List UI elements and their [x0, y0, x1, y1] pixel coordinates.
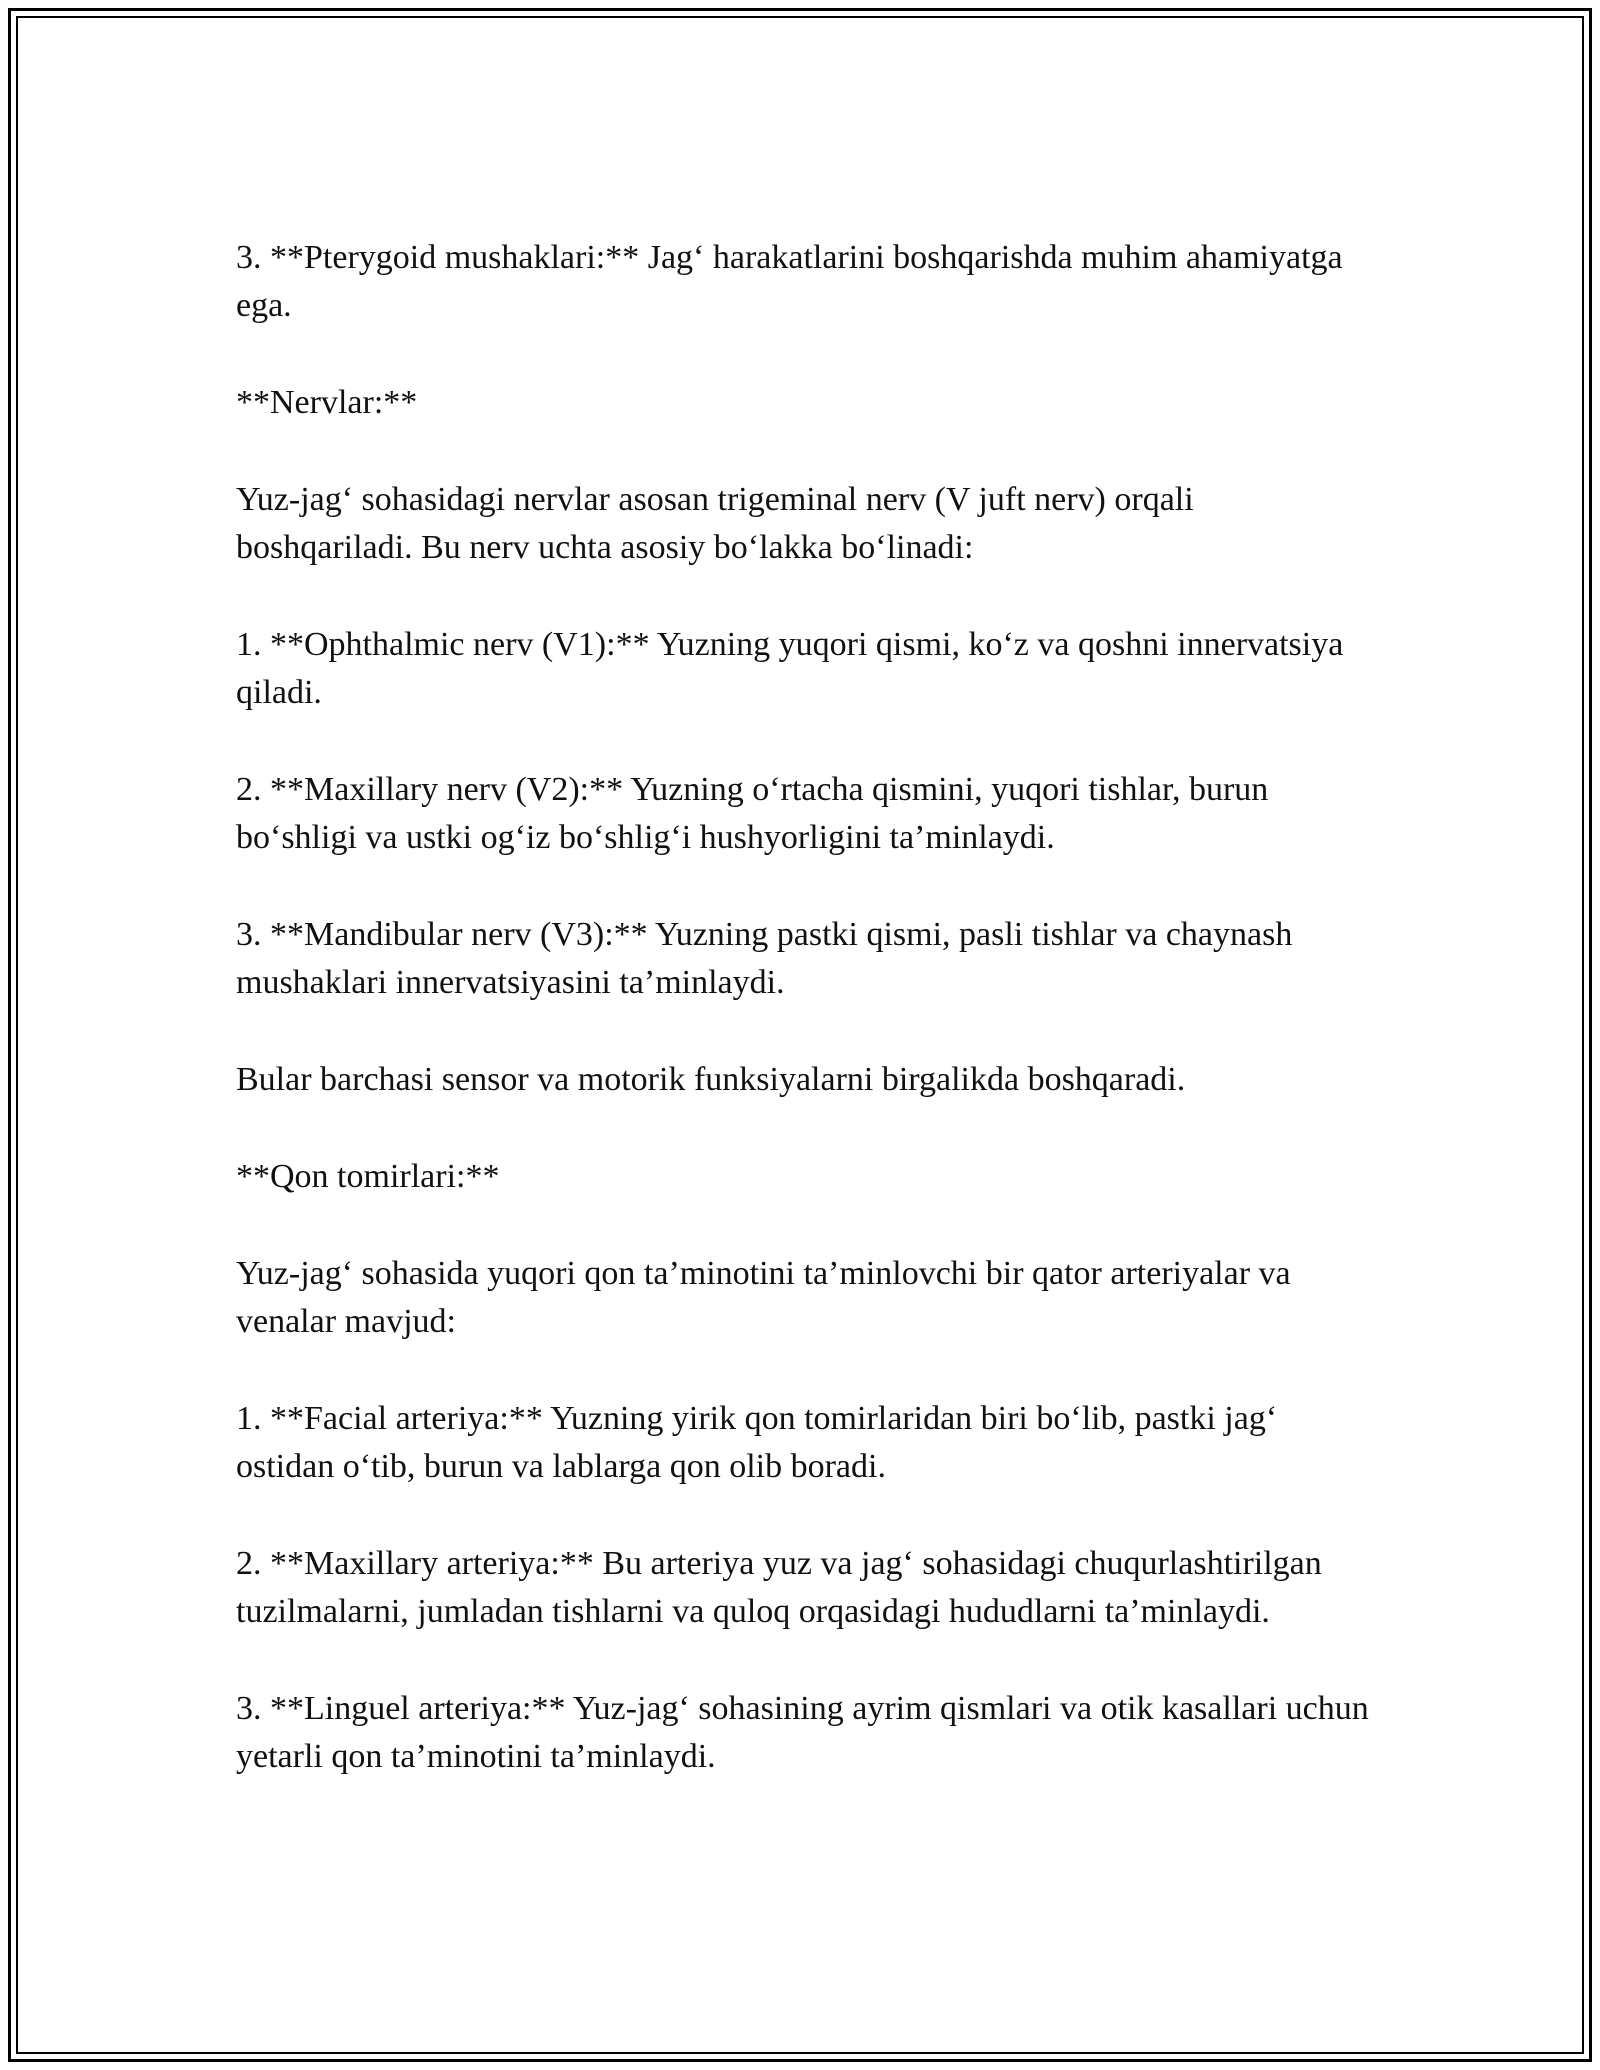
document-body — [236, 234, 1376, 1830]
paragraph-maxillary-artery: 2. **Maxillary arteriya:** Bu arteriya yuz va jag‘ sohasidagi chuqurlashtirilgan tuzilmalarni, jumladan tishlarni va quloq orqasidagi hududlarni ta’minlaydi. — [236, 1545, 1322, 1630]
heading-qon-tomirlari: **Qon tomirlari:** — [236, 1158, 500, 1195]
paragraph-nerves-intro: Yuz-jag‘ sohasidagi nervlar asosan trigeminal nerv (V juft nerv) orqali boshqariladi. Bu nerv uchta asosiy bo‘lakka bo‘linadi: — [236, 481, 1194, 566]
paragraph-pterygoid: 3. **Pterygoid mushaklari:** Jag‘ harakatlarini boshqarishda muhim ahamiyatga ega. — [236, 239, 1343, 324]
paragraph-lingual-artery: 3. **Linguel arteriya:** Yuz-jag‘ sohasining ayrim qismlari va otik kasallari uchun yetarli qon ta’minotini ta’minlaydi. — [236, 1690, 1369, 1775]
paragraph-facial-artery: 1. **Facial arteriya:** Yuzning yirik qon tomirlaridan biri bo‘lib, pastki jag‘ ostidan o‘tib, burun va lablarga qon olib boradi. — [236, 1400, 1278, 1485]
paragraph-ophthalmic: 1. **Ophthalmic nerv (V1):** Yuzning yuqori qismi, ko‘z va qoshni innervatsiya qiladi. — [236, 626, 1344, 711]
paragraph-mandibular: 3. **Mandibular nerv (V3):** Yuzning pastki qismi, pasli tishlar va chaynash mushaklari innervatsiyasini ta’minlaydi. — [236, 916, 1293, 1001]
heading-nervlar: **Nervlar:** — [236, 384, 418, 421]
paragraph-maxillary-nerve: 2. **Maxillary nerv (V2):** Yuzning o‘rtacha qismini, yuqori tishlar, burun bo‘shligi va ustki og‘iz bo‘shlig‘i hushyorligini ta’minlaydi. — [236, 771, 1269, 856]
paragraph-summary: Bular barchasi sensor va motorik funksiyalarni birgalikda boshqaradi. — [236, 1061, 1186, 1098]
paragraph-vessels-intro: Yuz-jag‘ sohasida yuqori qon ta’minotini ta’minlovchi bir qator arteriyalar va venalar mavjud: — [236, 1255, 1291, 1340]
